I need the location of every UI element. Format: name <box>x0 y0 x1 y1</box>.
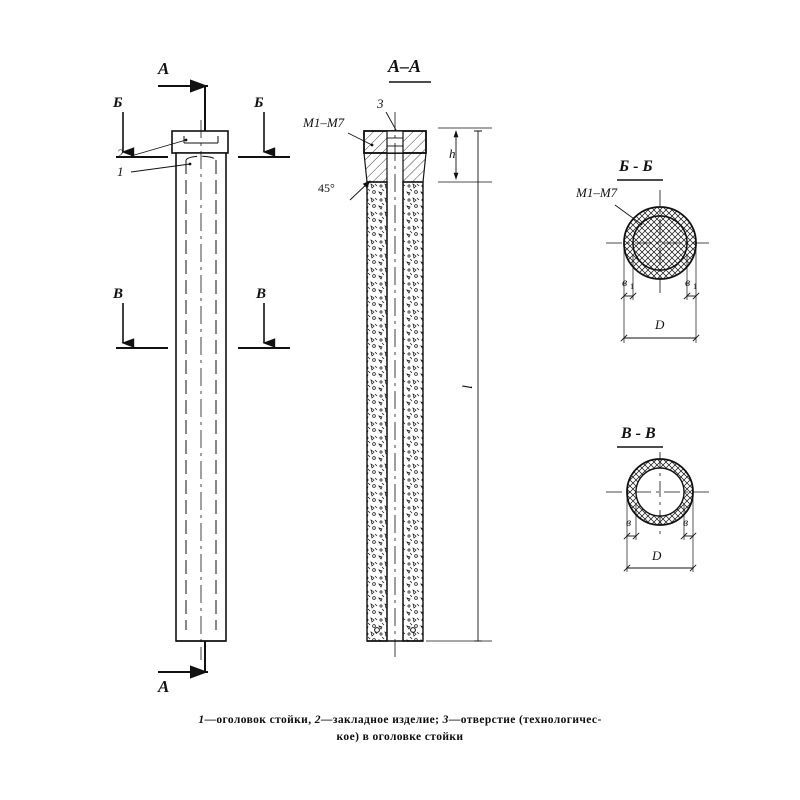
dimension-wall-b1-left-sub: 1 <box>630 282 634 291</box>
section-mark-a-top: А <box>158 59 170 78</box>
caption-text-3: —отверстие (технологичес- <box>448 714 602 726</box>
section-mark-a-bottom: А <box>158 677 170 696</box>
dimension-wall-b1-right-sub: 1 <box>693 282 697 291</box>
caption-num-2: 2 <box>314 714 321 726</box>
view-title-vv: В - В <box>621 425 656 442</box>
elevation-view <box>116 86 290 672</box>
dimension-diameter-top: D <box>655 317 665 332</box>
dimension-wall-b-right: в <box>683 515 689 529</box>
view-title-bb: Б - Б <box>619 158 653 175</box>
embed-marks-label-section: М1–М7 <box>303 115 345 130</box>
callout-1: 1 <box>117 164 124 179</box>
caption-num-1: 1 <box>198 714 205 726</box>
callout-2: 2 <box>117 146 124 161</box>
section-mark-b-right: Б <box>254 95 264 111</box>
dimension-wall-b-left: в <box>626 515 632 529</box>
figure-caption <box>80 712 720 745</box>
dimension-wall-b1-left: в <box>622 275 628 289</box>
caption-text-2: —закладное изделие; <box>320 714 440 726</box>
dimension-diameter-bottom: D <box>652 548 662 563</box>
section-aa-view <box>348 82 492 660</box>
dimension-h: h <box>449 146 456 161</box>
angle-label-45: 45° <box>318 181 335 195</box>
dimension-l: l <box>460 385 476 389</box>
section-mark-v-left: В <box>113 286 124 302</box>
caption-num-3: 3 <box>442 714 449 726</box>
dimension-wall-b1-right: в <box>685 275 691 289</box>
section-mark-b-left: Б <box>113 95 123 111</box>
caption-text-1: —оголовок стойки, <box>204 714 312 726</box>
caption-line-2: кое) в оголовке стойки <box>336 730 464 743</box>
embed-marks-label-bb: М1–М7 <box>576 185 618 200</box>
callout-3: 3 <box>377 96 384 111</box>
view-title-aa: А–А <box>388 56 422 76</box>
section-mark-v-right: В <box>256 286 267 302</box>
